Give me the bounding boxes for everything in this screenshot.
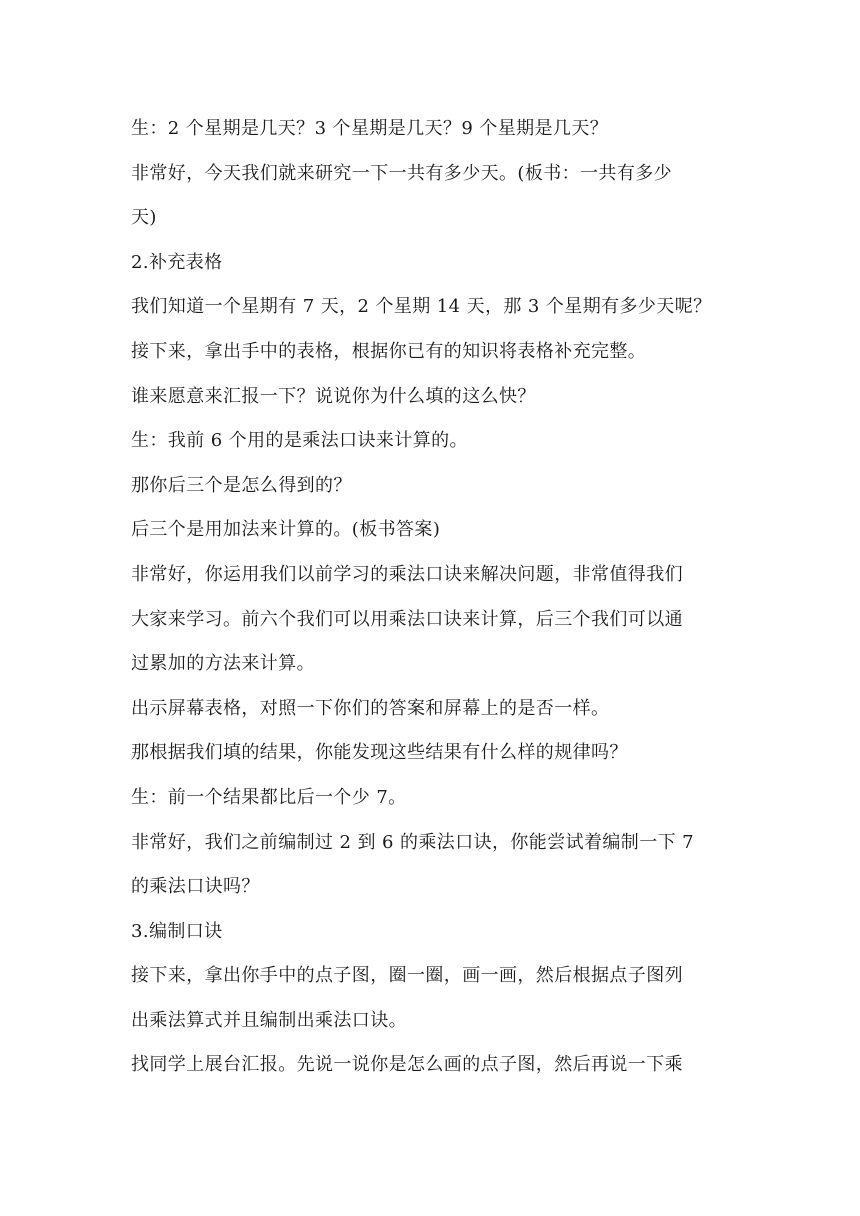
text-line: 找同学上展台汇报。先说一说你是怎么画的点子图，然后再说一下乘	[131, 1054, 683, 1076]
text-line: 那你后三个是怎么得到的？	[131, 474, 352, 496]
text-line: 接下来，拿出手中的表格，根据你已有的知识将表格补充完整。	[131, 340, 647, 362]
document-body	[131, 107, 731, 1088]
text-line: 生：前一个结果都比后一个少 7。	[131, 786, 407, 808]
text-line: 的乘法口诀吗？	[131, 876, 260, 898]
text-line: 谁来愿意来汇报一下？说说你为什么填的这么快？	[131, 385, 536, 407]
text-line: 生：2 个星期是几天？3 个星期是几天？9 个星期是几天？	[131, 118, 609, 139]
text-line: 生：我前 6 个用的是乘法口诀来计算的。	[131, 430, 468, 452]
section-heading: 3.编制口诀	[131, 920, 223, 942]
text-line: 大家来学习。前六个我们可以用乘法口诀来计算，后三个我们可以通	[131, 608, 683, 630]
text-line: 那根据我们填的结果，你能发现这些结果有什么样的规律吗？	[131, 742, 628, 764]
text-line: 我们知道一个星期有 7 天，2 个星期 14 天，那 3 个星期有多少天呢？	[131, 296, 712, 318]
text-line: 出示屏幕表格，对照一下你们的答案和屏幕上的是否一样。	[131, 697, 610, 719]
text-line: 后三个是用加法来计算的。(板书答案)	[131, 519, 441, 541]
text-line: 非常好，今天我们就来研究一下一共有多少天。(板书：一共有多少	[131, 162, 673, 184]
text-line: 过累加的方法来计算。	[131, 653, 315, 675]
text-line: 天)	[131, 207, 157, 229]
section-heading: 2.补充表格	[131, 251, 223, 273]
text-line: 非常好，你运用我们以前学习的乘法口诀来解决问题，非常值得我们	[131, 563, 683, 585]
text-line: 出乘法算式并且编制出乘法口诀。	[131, 1009, 407, 1031]
text-line: 接下来，拿出你手中的点子图，圈一圈，画一画，然后根据点子图列	[131, 965, 683, 987]
text-line: 非常好，我们之前编制过 2 到 6 的乘法口诀，你能尝试着编制一下 7	[131, 831, 694, 853]
